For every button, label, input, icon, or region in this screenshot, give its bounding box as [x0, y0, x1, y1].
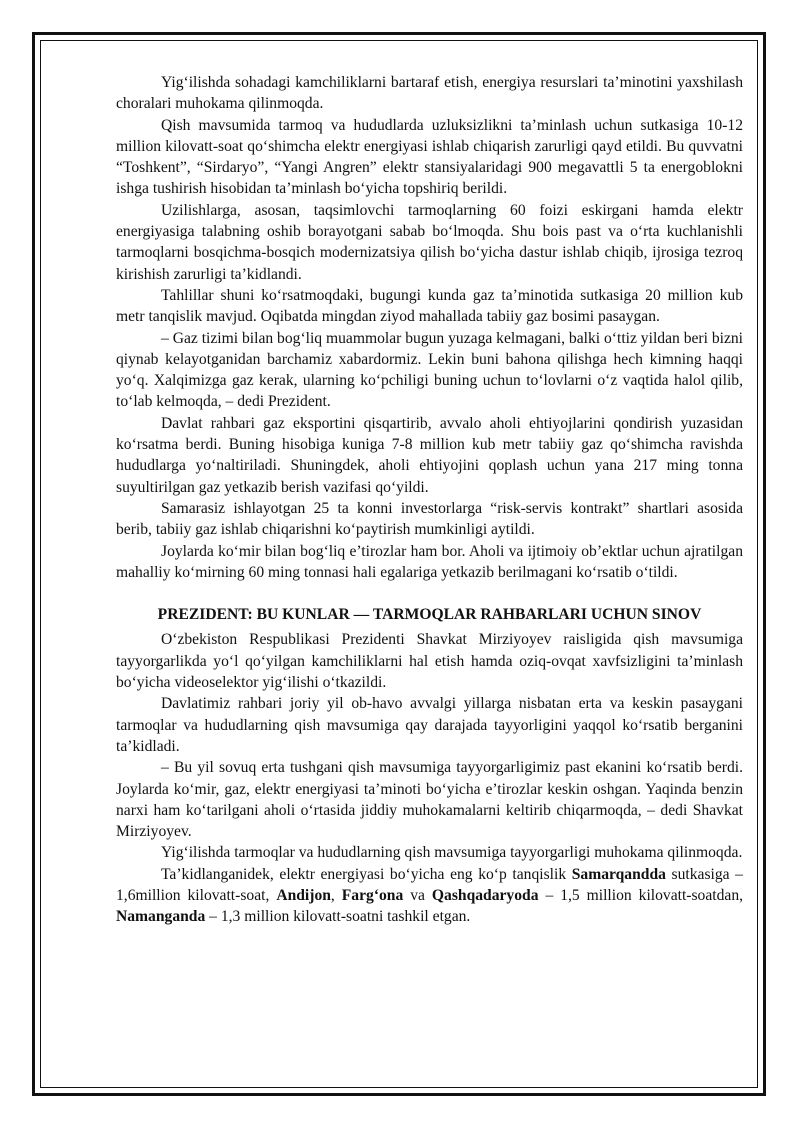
region-name: Andijon	[276, 886, 331, 904]
paragraph: Tahlillar shuni ko‘rsatmoqdaki, bugungi kunda gaz ta’minotida sutkasiga 20 million kub metr tanqislik mavjud. Oqibatda mingdan ziyod mahallada tabiiy gaz bosimi pasaygan.	[116, 286, 743, 326]
text-run: – 1,5 million kilovatt-soatdan,	[538, 886, 744, 904]
text-run: – 1,3 million kilovatt-soatni tashkil etgan.	[205, 908, 471, 926]
paragraph: – Gaz tizimi bilan bog‘liq muammolar bugun yuzaga kelmagani, balki o‘ttiz yildan beri bizni qiynab kelayotganidan barchamiz xabardormiz. Lekin buni bahona qilishga hech kimning haqqi yo‘q. Xalqimizga gaz kerak, ularning ko‘pchiligi buning uchun to‘lovlarni o‘z vaqtida halol qilib, to‘lab kelmoqda, – dedi Prezident.	[116, 329, 744, 411]
paragraph: O‘zbekiston Respublikasi Prezidenti Shavkat Mirziyoyev raisligida qish mavsumiga tayyorgarlikda yo‘l qo‘yilgan kamchiliklarni hal etish hamda oziq-ovqat xavfsizligini ta’minlash bo‘yicha videoselektor yig‘ilishi o‘tkazildi.	[116, 631, 743, 692]
paragraph: Samarasiz ishlayotgan 25 ta konni investorlarga “risk-servis kontrakt” shartlari asosida berib, tabiiy gaz ishlab chiqarishni ko‘paytirish mumkinligi aytildi.	[116, 499, 743, 539]
paragraph: – Bu yil sovuq erta tushgani qish mavsumiga tayyorgarligimiz past ekanini ko‘rsatib berdi. Joylarda ko‘mir, gaz, elektr energiyasi ta’minoti bo‘yicha e’tirozlar keskin oshgan. Yaqinda benzin narxi ham ko‘tarilgani aholi o‘rtasida jiddiy muhokamalarni keltirib chiqarmoqda, – dedi Shavkat Mirziyoyev.	[116, 759, 743, 841]
paragraph: Davlatimiz rahbari joriy yil ob-havo avvalgi yillarga nisbatan erta va keskin pasaygani tarmoqlar va hududlarning qish mavsumiga qay darajada tayyorligini yaqqol ko‘rsatib berganini ta’kidladi.	[116, 695, 743, 755]
paragraph-last	[116, 864, 743, 928]
paragraph: Yig‘ilishda sohadagi kamchiliklarni bartaraf etish, energiya resurslari ta’minotini yaxshilash choralari muhokama qilinmoqda.	[116, 74, 743, 113]
text-run: sutkasiga – 1,6million kilovatt-soat,	[116, 865, 743, 904]
paragraph: Qish mavsumida tarmoq va hududlarda uzluksizlikni ta’minlash uchun sutkasiga 10-12 million kilovatt-soat qo‘shimcha elektr energiyasi ishlab chiqarish zarurligi qayd etildi. Bu quvvatni “Toshkent”, “Sirdaryo”, “Yangi Angren” elektr stansiyalaridagi 900 megavattli 5 ta energoblokni ishga tushirish hisobidan ta’minlash bo‘yicha topshiriq berildi.	[116, 116, 743, 198]
paragraph: Joylarda ko‘mir bilan bog‘liq e’tirozlar ham bor. Aholi va ijtimoiy ob’ektlar uchun ajratilgan mahalliy ko‘mirning 60 ming tonnasi hali egalariga yetkazib berilmagani ko‘rsatib o‘tildi.	[116, 542, 743, 581]
region-name: Namanganda	[116, 908, 206, 926]
paragraph: Yig‘ilishda tarmoqlar va hududlarning qish mavsumiga tayyorgarligi muhokama qilinmoqda.	[161, 844, 743, 862]
region-name: Farg‘ona	[341, 886, 404, 904]
paragraph: Uzilishlarga, asosan, taqsimlovchi tarmoqlarning 60 foizi eskirgani hamda elektr energiyasiga talabning oshib borayotgani sabab bo‘lmoqda. Shu bois past va o‘rta kuchlanishli tarmoqlarni bosqichma-bosqich modernizatsiya qilish bo‘yicha dastur ishlab chiqib, ijrosiga tezroq kirishish zarurligi ta’kidlandi.	[116, 201, 743, 283]
region-name: Qashqadaryoda	[431, 886, 539, 904]
paragraph: Davlat rahbari gaz eksportini qisqartirib, avvalo aholi ehtiyojlarini qondirish yuzasidan ko‘rsatma berdi. Buning hisobiga kuniga 7-8 million kub metr tabiiy gaz qo‘shimcha ravishda hududlarga yo‘naltiriladi. Shuningdek, aholi ehtiyojini qoplash uchun yana 217 ming tonna suyultirilgan gaz yetkazib berish vazifasi qo‘yildi.	[116, 414, 743, 496]
text-run: Ta’kidlanganidek, elektr energiyasi bo‘yicha eng ko‘p tanqislik	[161, 865, 572, 883]
section-heading: PREZIDENT: BU KUNLAR — TARMOQLAR RAHBARLARI UCHUN SINOV	[157, 606, 702, 624]
region-name: Samarqandda	[571, 865, 666, 883]
text-run: ,	[330, 886, 342, 904]
text-run: va	[403, 886, 432, 904]
document-body	[116, 72, 743, 928]
